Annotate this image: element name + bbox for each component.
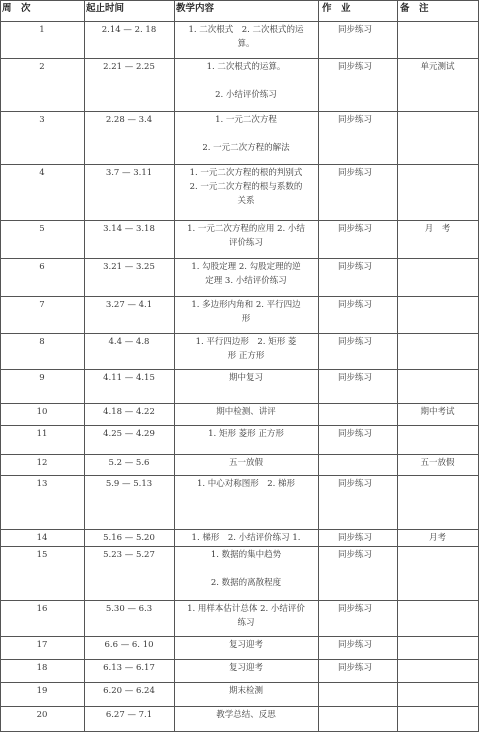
week-cell: 12 [36, 458, 48, 468]
dates-cell: 5.23 — 5.27 [103, 550, 155, 560]
notes-cell: 月 考 [424, 224, 451, 234]
row-divider [0, 706, 479, 707]
content-line: 1. 中心对称图形 2. 梯形 [196, 479, 296, 489]
content-cell [176, 427, 316, 441]
row-divider [0, 636, 479, 637]
dates-cell: 4.18 — 4.22 [103, 407, 155, 417]
content-line: 1. 一元二次方程 [215, 115, 277, 125]
content-cell [176, 335, 316, 363]
content-line: 2. 一元二次方程的解法 [202, 143, 290, 153]
content-line: 算。 [237, 39, 255, 49]
dates-cell: 4.25 — 4.29 [103, 429, 155, 439]
content-line [176, 127, 316, 141]
content-line: 1. 平行四边形 2. 矩形 菱 [195, 337, 297, 347]
content-line: 1. 二次根式 2. 二次根式的运 [188, 25, 304, 35]
content-line: 形 正方形 [227, 351, 265, 361]
row-divider [0, 164, 479, 165]
content-line: 1. 勾股定理 2. 勾股定理的逆 [191, 262, 301, 272]
dates-cell: 4.11 — 4.15 [103, 373, 155, 383]
notes-cell: 单元测试 [420, 62, 455, 72]
homework-cell: 同步练习 [338, 663, 373, 673]
week-cell: 9 [39, 373, 45, 383]
row-divider [0, 258, 479, 259]
dates-cell: 3.21 — 3.25 [103, 262, 155, 272]
week-cell: 3 [39, 115, 45, 125]
week-cell: 16 [36, 604, 48, 614]
header-homework: 作 业 [322, 3, 351, 14]
content-cell [176, 708, 316, 722]
week-cell: 1 [39, 25, 45, 35]
week-cell: 17 [36, 640, 48, 650]
week-cell: 6 [39, 262, 45, 272]
dates-cell: 2.28 — 3.4 [105, 115, 153, 125]
homework-cell: 同步练习 [338, 429, 373, 439]
content-cell [176, 298, 316, 326]
row-divider [0, 111, 479, 112]
dates-cell: 2.14 — 2. 18 [101, 25, 157, 35]
content-line: 1. 用样本估计总体 2. 小结评价 [187, 604, 305, 614]
homework-cell: 同步练习 [338, 25, 373, 35]
notes-cell: 五一放假 [420, 458, 455, 468]
homework-cell: 同步练习 [338, 533, 373, 543]
column-divider [397, 0, 398, 732]
week-cell: 19 [36, 686, 48, 696]
content-cell [176, 166, 316, 208]
content-line: 复习迎考 [228, 640, 263, 650]
row-divider [0, 21, 479, 22]
content-line: 期末检测 [228, 686, 263, 696]
content-cell [176, 684, 316, 698]
header-dates: 起止时间 [86, 3, 125, 14]
dates-cell: 5.30 — 6.3 [105, 604, 153, 614]
header-content: 教学内容 [176, 3, 215, 14]
row-divider [0, 546, 479, 547]
column-divider [0, 0, 1, 732]
content-line: 1. 梯形 2. 小结评价练习 1. [191, 533, 301, 543]
notes-cell: 月考 [428, 533, 446, 543]
row-divider [0, 659, 479, 660]
content-cell [176, 405, 316, 419]
homework-cell: 同步练习 [338, 115, 373, 125]
column-divider [174, 0, 175, 732]
row-divider [0, 529, 479, 530]
dates-cell: 5.16 — 5.20 [103, 533, 155, 543]
content-line: 2. 小结评价练习 [215, 90, 277, 100]
content-cell [176, 260, 316, 288]
content-line: 2. 数据的离散程度 [210, 578, 282, 588]
content-cell [176, 371, 316, 385]
week-cell: 18 [36, 663, 48, 673]
homework-cell: 同步练习 [338, 62, 373, 72]
content-line: 练习 [237, 618, 255, 628]
column-divider [84, 0, 85, 732]
content-line: 五一放假 [228, 458, 263, 468]
content-cell [176, 477, 316, 491]
homework-cell: 同步练习 [338, 262, 373, 272]
week-cell: 5 [39, 224, 45, 234]
week-cell: 7 [39, 300, 45, 310]
week-cell: 10 [36, 407, 48, 417]
dates-cell: 3.7 — 3.11 [105, 168, 153, 178]
row-divider [0, 682, 479, 683]
row-divider [0, 425, 479, 426]
homework-cell: 同步练习 [338, 337, 373, 347]
content-cell [176, 60, 316, 102]
content-cell [176, 602, 316, 630]
content-cell [176, 113, 316, 155]
week-cell: 8 [39, 337, 45, 347]
dates-cell: 6.20 — 6.24 [103, 686, 155, 696]
content-line [176, 562, 316, 576]
week-cell: 2 [39, 62, 45, 72]
homework-cell: 同步练习 [338, 550, 373, 560]
row-divider [0, 58, 479, 59]
homework-cell: 同步练习 [338, 604, 373, 614]
row-divider [0, 475, 479, 476]
week-cell: 13 [36, 479, 48, 489]
content-line: 教学总结、反思 [216, 710, 276, 720]
content-line: 期中检测、讲评 [216, 407, 276, 417]
dates-cell: 3.14 — 3.18 [103, 224, 155, 234]
row-divider [0, 454, 479, 455]
homework-cell: 同步练习 [338, 300, 373, 310]
homework-cell: 同步练习 [338, 640, 373, 650]
content-line: 形 [241, 314, 251, 324]
dates-cell: 3.27 — 4.1 [105, 300, 153, 310]
content-cell [176, 23, 316, 51]
homework-cell: 同步练习 [338, 479, 373, 489]
content-line: 评价练习 [228, 238, 263, 248]
dates-cell: 5.2 — 5.6 [108, 458, 150, 468]
content-line: 复习迎考 [228, 663, 263, 673]
row-divider [0, 369, 479, 370]
week-cell: 15 [36, 550, 48, 560]
content-line: 期中复习 [228, 373, 263, 383]
homework-cell: 同步练习 [338, 168, 373, 178]
row-divider [0, 296, 479, 297]
content-cell [176, 456, 316, 470]
content-line: 1. 数据的集中趋势 [210, 550, 282, 560]
week-cell: 20 [36, 710, 48, 720]
header-notes: 备 注 [400, 3, 429, 14]
notes-cell: 期中考试 [420, 407, 455, 417]
dates-cell: 6.13 — 6.17 [103, 663, 155, 673]
dates-cell: 6.6 — 6. 10 [104, 640, 154, 650]
content-cell [176, 222, 316, 250]
column-divider [318, 0, 319, 732]
row-divider [0, 403, 479, 404]
content-line: 1. 一元二次方程的根的判别式 [189, 168, 303, 178]
dates-cell: 4.4 — 4.8 [108, 337, 150, 347]
content-line: 2. 一元二次方程的根与系数的 [189, 182, 303, 192]
content-line: 1. 矩形 菱形 正方形 [208, 429, 284, 439]
week-cell: 14 [36, 533, 48, 543]
row-divider [0, 220, 479, 221]
row-divider [0, 0, 479, 1]
dates-cell: 6.27 — 7.1 [105, 710, 153, 720]
week-cell: 11 [36, 429, 48, 439]
content-line: 1. 多边形内角和 2. 平行四边 [191, 300, 301, 310]
content-line [176, 74, 316, 88]
content-cell [176, 661, 316, 675]
content-line: 定理 3. 小结评价练习 [205, 276, 287, 286]
content-cell [176, 638, 316, 652]
header-week: 周 次 [2, 3, 31, 14]
content-cell [176, 531, 316, 545]
row-divider [0, 600, 479, 601]
content-line: 1. 二次根式的运算。 [206, 62, 286, 72]
week-cell: 4 [39, 168, 45, 178]
row-divider [0, 333, 479, 334]
dates-cell: 5.9 — 5.13 [105, 479, 153, 489]
homework-cell: 同步练习 [338, 224, 373, 234]
content-cell [176, 548, 316, 590]
content-line: 关系 [237, 196, 255, 206]
homework-cell: 同步练习 [338, 373, 373, 383]
content-line: 1. 一元二次方程的应用 2. 小结 [187, 224, 305, 234]
dates-cell: 2.21 — 2.25 [103, 62, 155, 72]
